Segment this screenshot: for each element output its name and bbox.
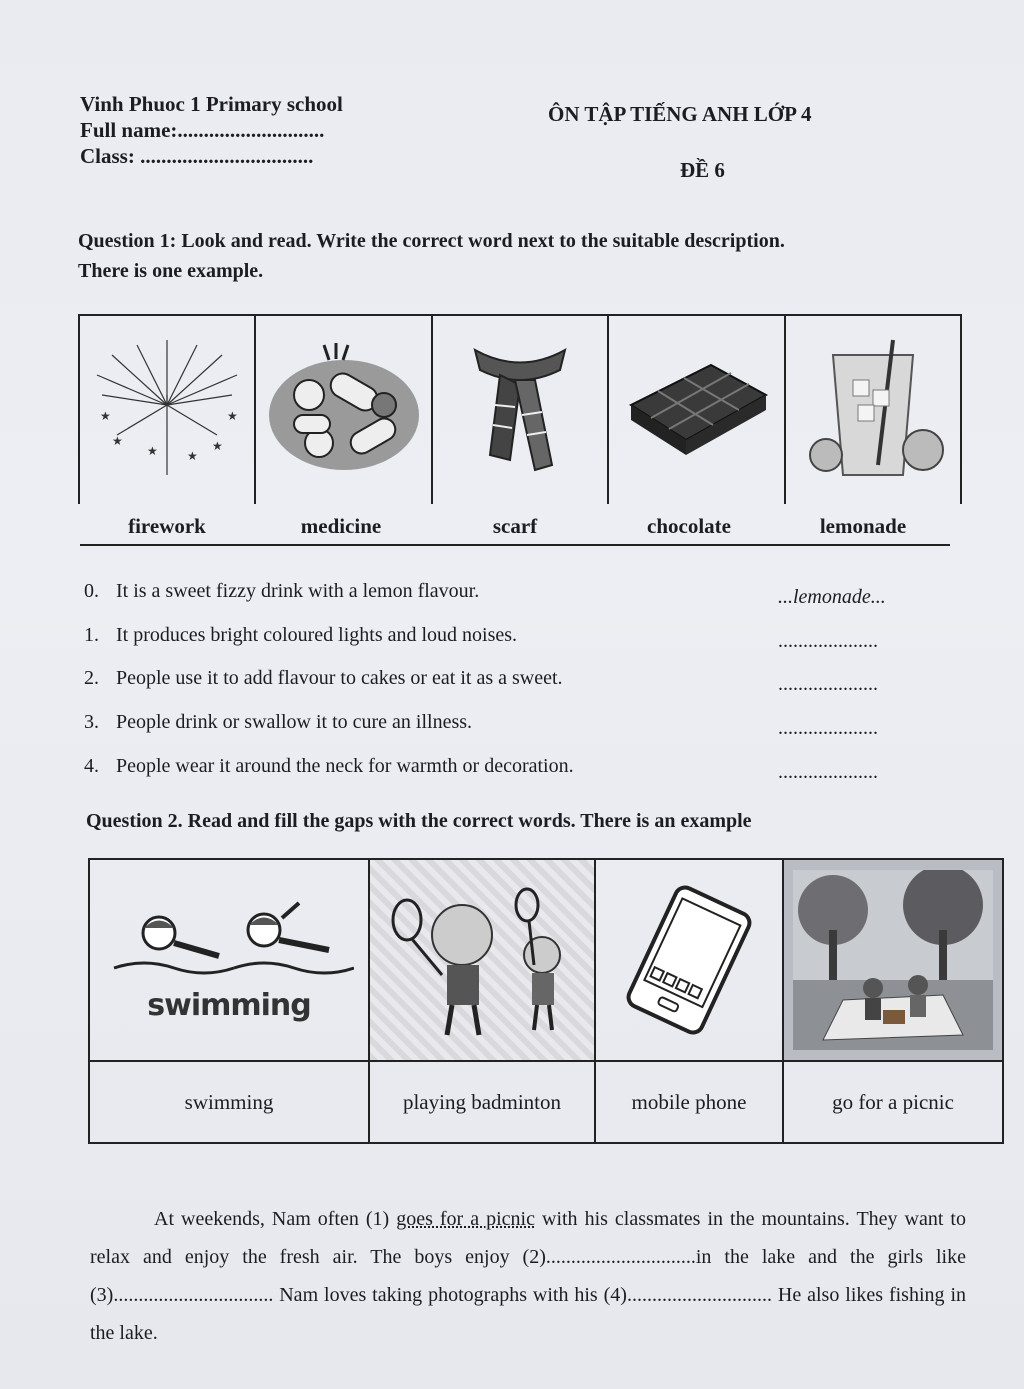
chocolate-icon	[621, 355, 771, 465]
item-number: 0.	[84, 580, 99, 602]
item-number: 3.	[84, 711, 99, 733]
label-playing-badminton: playing badminton	[370, 1062, 596, 1142]
item-text: People drink or swallow it to cure an illness.	[116, 711, 473, 733]
lemonade-icon	[798, 335, 948, 485]
q2-picture-table	[88, 858, 1004, 1144]
svg-text:★: ★	[187, 449, 198, 463]
mobile-phone-picture	[596, 860, 784, 1062]
word-lemonade: lemonade	[819, 514, 907, 538]
q1-item-2	[84, 667, 563, 690]
picnic-scene-icon	[793, 870, 993, 1050]
swimming-picture	[90, 860, 370, 1062]
word-medicine: medicine	[300, 514, 382, 538]
q2-passage	[90, 1200, 966, 1352]
label-mobile-phone: mobile phone	[596, 1062, 784, 1142]
firework-icon	[92, 335, 242, 485]
word-firework: firework	[128, 514, 206, 538]
q1-answer-1[interactable]: ....................	[778, 630, 878, 652]
pills-icon	[264, 335, 424, 485]
word-scarf: scarf	[492, 514, 538, 538]
mobile-phone-icon	[609, 885, 769, 1035]
class-field: Class: .................................	[80, 144, 314, 168]
swimming-caption: swimming	[147, 987, 311, 1023]
picnic-picture	[784, 860, 1002, 1062]
item-text: It is a sweet fizzy drink with a lemon flavour.	[116, 580, 480, 602]
medicine-picture	[256, 316, 432, 504]
q1-answer-2[interactable]: ....................	[778, 673, 878, 695]
q1-item-1	[84, 624, 517, 647]
lemonade-picture	[786, 316, 960, 504]
q1-answer-0: ...lemonade...	[778, 586, 886, 608]
badminton-players-icon	[382, 875, 582, 1045]
scarf-icon	[460, 335, 580, 485]
item-number: 4.	[84, 755, 99, 777]
svg-text:★: ★	[212, 439, 223, 453]
item-number: 1.	[84, 624, 99, 646]
badminton-picture	[370, 860, 596, 1062]
scarf-picture	[433, 316, 609, 504]
chocolate-picture	[609, 316, 785, 504]
label-swimming: swimming	[90, 1062, 370, 1142]
q1-item-0	[84, 580, 479, 603]
passage-text: with his classmates in the mountains. They want to relax and enjoy the fresh air. The boys enjoy (2)..............................in the lake and the girls like (3)................................ Nam loves taking photographs with his (4)............................. He also likes fishing in the lake.	[90, 1208, 966, 1344]
firework-picture	[80, 316, 256, 504]
item-number: 2.	[84, 667, 99, 689]
word-chocolate: chocolate	[647, 514, 731, 538]
q1-answer-4[interactable]: ....................	[778, 761, 878, 783]
full-name-field: Full name:............................	[80, 118, 325, 142]
q1-title-line1: Question 1: Look and read. Write the correct word next to the suitable description.	[78, 230, 785, 252]
school-name: Vinh Phuoc 1 Primary school	[80, 92, 343, 116]
item-text: It produces bright coloured lights and loud noises.	[116, 624, 518, 646]
q1-title-line2: There is one example.	[78, 260, 264, 282]
item-text: People use it to add flavour to cakes or eat it as a sweet.	[116, 667, 563, 689]
q1-word-row	[80, 508, 950, 546]
test-number: ĐỀ 6	[680, 158, 725, 182]
svg-text:★: ★	[147, 444, 158, 458]
q1-answer-3[interactable]: ....................	[778, 717, 878, 739]
svg-text:★: ★	[100, 409, 111, 423]
worksheet-title: ÔN TẬP TIẾNG ANH LỚP 4	[548, 102, 812, 126]
label-go-for-a-picnic: go for a picnic	[832, 1089, 954, 1114]
passage-text: At weekends, Nam often (1)	[154, 1208, 397, 1230]
q2-title: Question 2. Read and fill the gaps with the correct words. There is an example	[86, 810, 752, 832]
svg-text:★: ★	[227, 409, 238, 423]
q1-item-3	[84, 711, 472, 734]
swimmers-icon	[104, 898, 354, 988]
svg-text:★: ★	[112, 434, 123, 448]
example-answer: goes for a picnic	[396, 1208, 535, 1230]
item-text: People wear it around the neck for warmth or decoration.	[116, 755, 574, 777]
q1-item-4	[84, 755, 574, 778]
q1-picture-table	[78, 314, 962, 504]
